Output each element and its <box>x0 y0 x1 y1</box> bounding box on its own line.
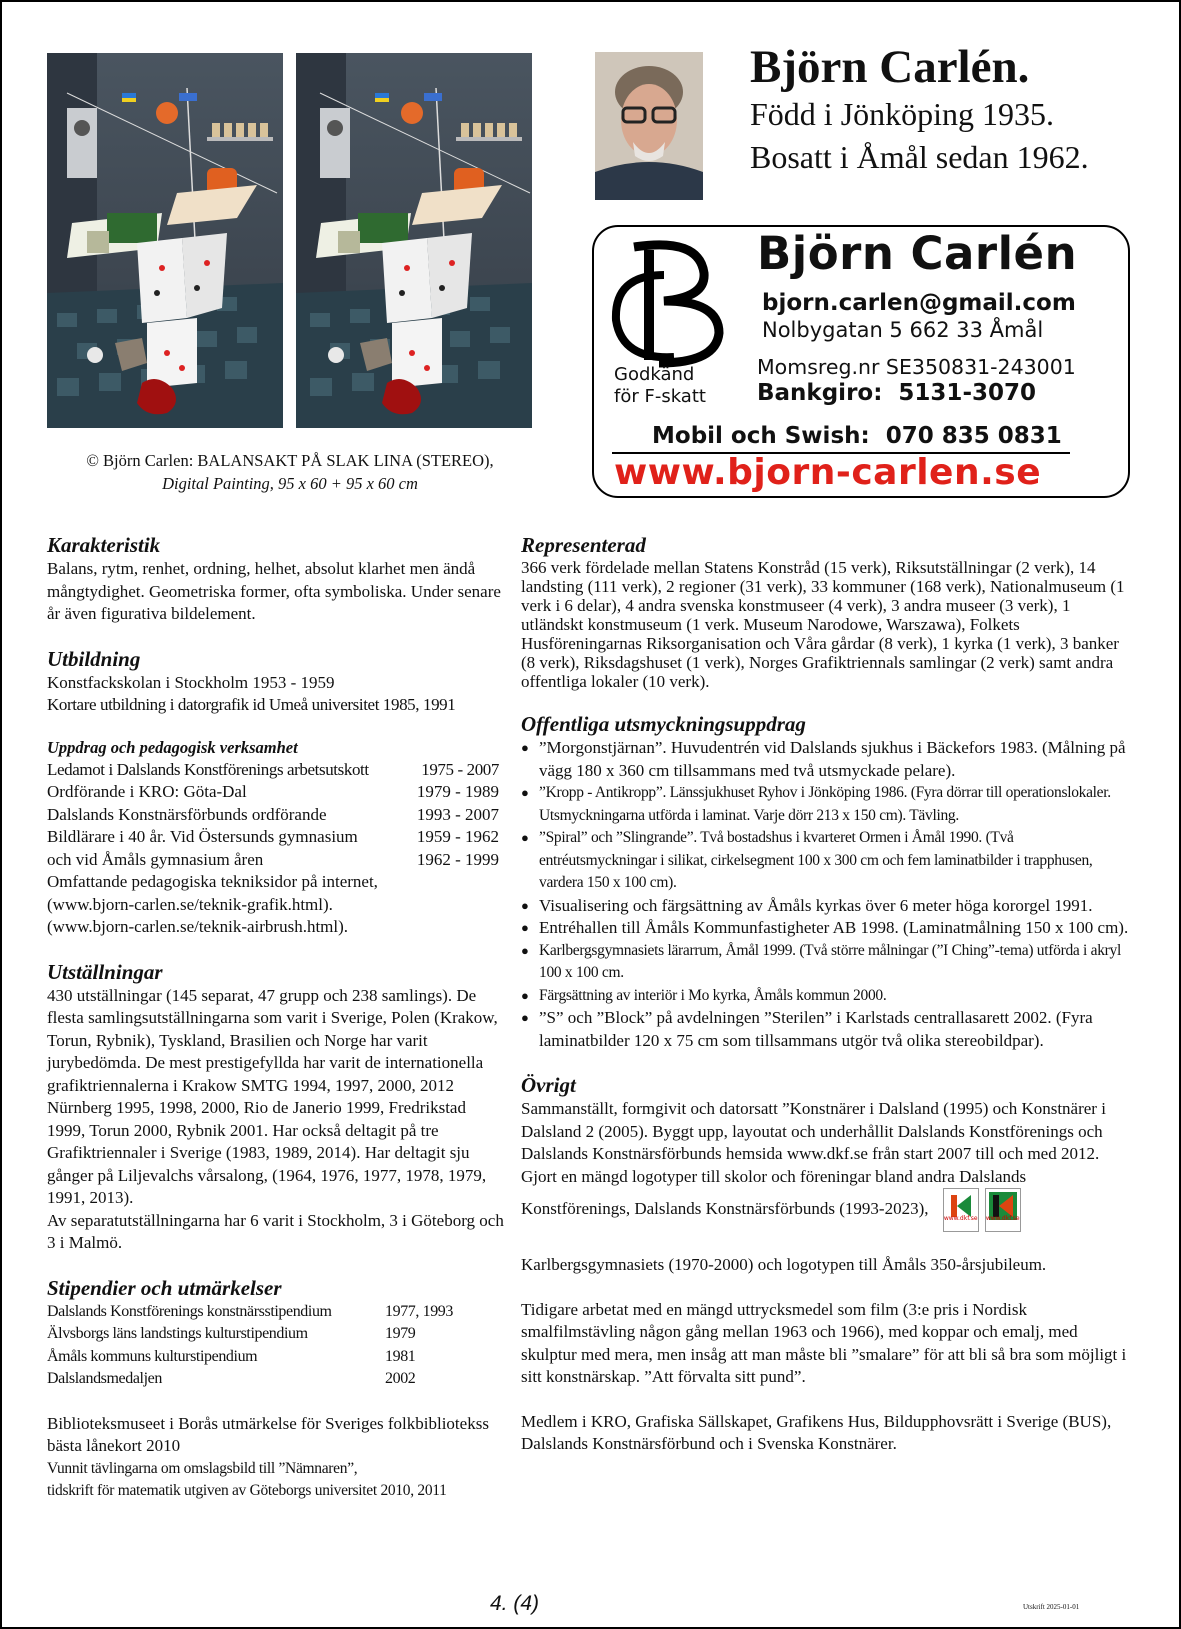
offentliga-item: ● Entréhallen till Åmåls Kommunfastigheter AB 1998. (Laminatmålning 150 x 100 cm). <box>521 917 1131 940</box>
portrait-photo <box>595 52 703 200</box>
approved-line-2: för F-skatt <box>614 386 706 407</box>
offentliga-item: ● Färgsättning av interiör i Mo kyrka, Åmåls kommun 2000. <box>521 985 1131 1008</box>
heading-representerad: Representerad <box>521 533 646 557</box>
offentliga-item: ● ”Kropp - Antikropp”. Länssjukhuset Ryhov i Jönköping 1986. (Fyra dörrar till operationslokaler. Utsmyckningarna utförda i laminat. Varje dörr 213 x 150 cm). Tävling. <box>521 782 1131 827</box>
heading-offentliga: Offentliga utsmyckningsuppdrag <box>521 712 806 736</box>
utstallningar-text-2: Av separatutställningarna har 6 varit i Stockholm, 3 i Göteborg och 3 i Malmö. <box>47 1210 504 1252</box>
uppdrag-years: 1993 - 2007 <box>416 804 499 824</box>
heading-stipendier: Stipendier och utmärkelser <box>47 1275 282 1300</box>
artwork-caption <box>40 449 540 495</box>
ovrigt-p1: Sammanställt, formgivit och datorsatt ”Konstnärer i Dalsland (1995) och Konstnärer i Dalsland 2 (2005). Byggt upp, layoutat och underhållit Dalslands Konstförenings och Dalslands Konstnärsförbunds hemsida www.dkf.se från start 2007 till och med 2012. <box>521 1099 1106 1163</box>
stipendium-year: 1979 <box>385 1325 416 1342</box>
offentliga-item: ● ”S” och ”Block” på avdelningen ”Sterilen” i Karlstads centrallasarett 2002. (Fyra laminatbilder 120 x 75 cm som tillsammans utgör två olika stereobildpar). <box>521 1007 1131 1052</box>
section-utbildning <box>47 646 507 717</box>
teknik-airbrush-link[interactable]: (www.bjorn-carlen.se/teknik-airbrush.html). <box>47 917 349 936</box>
card-email-link[interactable]: bjorn.carlen@gmail.com <box>762 290 1076 316</box>
caption-title: © Björn Carlen: BALANSAKT PÅ SLAK LINA (STEREO), <box>86 451 494 470</box>
right-column <box>521 532 1131 1476</box>
stipendium-name: Älvsborgs läns landstings kulturstipendium <box>47 1325 308 1342</box>
heading-uppdrag: Uppdrag och pedagogisk verksamhet <box>47 737 298 757</box>
section-offentliga <box>521 711 1131 1052</box>
card-mobile-swish: Mobil och Swish: 070 835 0831 <box>652 423 1062 449</box>
ovrigt-p2-wrap <box>521 1166 1131 1233</box>
bc-monogram-logo <box>604 235 744 375</box>
section-stipendier <box>47 1275 507 1502</box>
card-name: Björn Carlén <box>757 227 1078 280</box>
section-utstallningar <box>47 959 507 1255</box>
representerad-text: 366 verk fördelade mellan Statens Konstråd (15 verk), Riksutställningar (2 verk), 14 landsting (111 verk), 2 regioner (31 verk), 33 kommuner (168 verk), Nationalmuseum (1 verk i 6 delar), 4 andra svenska konstmuseer (4 verk), 3 andra museer (3 verk), 1 utländskt konstmuseum (1 verk. Museum Narodowe, Warszawa), Folkets Husföreningarnas Riksorganisation och Våra gårdar (8 verk), 1 kyrka (1 verk), 3 banker (8 verk), Riksdagshuset (1 verk), Norges Grafiktriennals samlingar (2 verk) samt andra offentliga lokaler (10 verk). <box>521 558 1125 691</box>
uppdrag-years: 1975 - 2007 <box>421 759 499 779</box>
section-ovrigt <box>521 1072 1131 1456</box>
uppdrag-row <box>47 781 507 804</box>
utstallningar-text: 430 utställningar (145 separat, 47 grupp och 238 samlings). De flesta samlingsutställningarna som varit i Sverige, Polen (Krakow, Torun, Rybnik), Tyskland, Brasilien och Norge har varit jurybedömda. De mest prestigefyllda har varit de internationella grafiktriennalerna i Krakow SMTG 1994, 1997, 2000, 2012 Nürnberg 1995, 1998, 2000, Rio de Janerio 1999, Fredrikstad 1999, Torun 2000, Rybnik 2001. Har också deltagit på tre Grafiktriennaler i Sverige (1983, 1989, 2014). Har deltagit sju gånger på Liljevalchs vårsalong, (1964, 1976, 1977, 1978, 1979, 1991, 2013). <box>47 985 498 1207</box>
offentliga-item: ● Karlbergsgymnasiets lärarrum, Åmål 1999. (Två större målningar (”I Ching”-tema) utförda i akryl 100 x 100 cm. <box>521 940 1131 985</box>
section-representerad <box>521 532 1131 691</box>
artwork-left-image <box>47 53 283 428</box>
offentliga-list <box>521 737 1131 1052</box>
ovrigt-p3: Karlbergsgymnasiets (1970-2000) och logotypen till Åmåls 350-årsjubileum. <box>521 1255 1047 1274</box>
heading-utstallningar: Utställningar <box>47 959 163 984</box>
uppdrag-years: 1959 - 1962 <box>416 827 499 846</box>
stipendium-row <box>47 1301 507 1324</box>
uppdrag-row <box>47 804 507 827</box>
uppdrag-years: 1979 - 1989 <box>416 782 499 801</box>
heading-karakteristik: Karakteristik <box>47 533 161 557</box>
offentliga-item: ● ”Morgonstjärnan”. Huvudentrén vid Dalslands sjukhus i Bäckefors 1983. (Målning på vägg 180 x 360 cm tillsammans med två utsmyckade pelare). <box>521 737 1131 782</box>
stipendium-year: 1977, 1993 <box>385 1302 454 1320</box>
stipendium-name: Åmåls kommuns kulturstipendium <box>47 1347 258 1365</box>
heading-utbildning: Utbildning <box>47 646 141 671</box>
uppdrag-row <box>47 826 507 849</box>
print-date: Utskrift 2025-01-01 <box>1023 1603 1080 1611</box>
card-address: Nolbygatan 5 662 33 Åmål <box>762 318 1044 342</box>
residence-line: Bosatt i Åmål sedan 1962. <box>750 139 1089 175</box>
birth-line: Född i Jönköping 1935. <box>750 96 1055 132</box>
caption-medium: Digital Painting, 95 x 60 + 95 x 60 cm <box>162 474 418 493</box>
uppdrag-role: och vid Åmåls gymnasium åren <box>47 849 264 869</box>
stipendium-year: 2002 <box>385 1370 416 1387</box>
stipendium-name: Dalslands Konstförenings konstnärsstipendium <box>47 1302 332 1320</box>
card-vat-number: Momsreg.nr SE350831-243001 <box>757 355 1076 379</box>
ovrigt-p4: Tidigare arbetat med en mängd uttrycksmedel som film (3:e pris i Nordisk smalfilmstävling någon gång mellan 1963 och 1966), med koppar och emalj, med skulptur med mera, men insåg att man måste bli ”smalare” för att bli så bra som möjligt i sitt konstnärskap. ”Att förvalta sitt pund”. <box>521 1299 1127 1386</box>
uppdrag-role: Ledamot i Dalslands Konstförenings arbetsutskott <box>47 759 369 779</box>
stipendier-text-3: tidskrift för matematik utgiven av Göteborgs universitet 2010, 2011 <box>47 1481 447 1499</box>
dkf-logo-2 <box>985 1188 1021 1232</box>
dkf-logo-2-url: www.dkf.se <box>985 1214 1020 1222</box>
dkf-logo-1-url: www.dkf.se <box>943 1214 978 1222</box>
uppdrag-extra-1: Omfattande pedagogiska tekniksidor på internet, <box>47 872 378 891</box>
utbildning-line-2: Kortare utbildning i datorgrafik id Umeå universitet 1985, 1991 <box>47 695 456 714</box>
stipendium-row <box>47 1346 507 1369</box>
offentliga-item: ● Visualisering och färgsättning av Åmåls kyrkas över 6 meter höga kororgel 1991. <box>521 895 1131 918</box>
stipendium-row <box>47 1368 507 1391</box>
stipendium-year: 1981 <box>385 1347 416 1365</box>
artist-name-heading: Björn Carlén. <box>750 41 1030 93</box>
stipendium-row <box>47 1323 507 1346</box>
uppdrag-row <box>47 759 507 782</box>
section-karakteristik <box>47 532 507 626</box>
f-skatt-approval <box>614 364 706 408</box>
karakteristik-text: Balans, rytm, renhet, ordning, helhet, absolut klarhet men ändå mångtydighet. Geometriska former, ofta symboliska. Under senare år även figurativa bildelement. <box>47 559 501 623</box>
uppdrag-row <box>47 849 507 872</box>
teknik-grafik-link[interactable]: (www.bjorn-carlen.se/teknik-grafik.html). <box>47 894 333 914</box>
approved-line-1: Godkänd <box>614 364 695 385</box>
uppdrag-role: Ordförande i KRO: Göta-Dal <box>47 782 247 801</box>
uppdrag-role: Dalslands Konstnärsförbunds ordförande <box>47 804 327 824</box>
offentliga-item: ● ”Spiral” och ”Slingrande”. Två bostadshus i kvarteret Ormen i Åmål 1990. (Två entréutsmyckningar i silikat, cirkelsegment 100 x 300 cm och fem laminatbilder i trapphusen, vardera 150 x 100 cm). <box>521 827 1131 895</box>
section-uppdrag <box>47 737 507 939</box>
uppdrag-role: Bildlärare i 40 år. Vid Östersunds gymnasium <box>47 827 358 846</box>
stipendier-text-2: Vunnit tävlingarna om omslagsbild till ”Nämnaren”, <box>47 1459 358 1477</box>
dkf-logos <box>943 1188 1021 1232</box>
stipendium-name: Dalslandsmedaljen <box>47 1370 162 1387</box>
ovrigt-p2: Gjort en mängd logotyper till skolor och föreningar bland andra Dalslands Konstförenings, Dalslands Konstnärsförbunds (1993-2023), <box>521 1166 1027 1218</box>
card-website-link[interactable]: www.bjorn-carlen.se <box>614 452 1042 493</box>
uppdrag-years: 1962 - 1999 <box>416 849 499 869</box>
stipendier-text-1: Biblioteksmuseet i Borås utmärkelse för Sveriges folkbibliotekss bästa lånekort 2010 <box>47 1413 489 1455</box>
card-bankgiro: Bankgiro: 5131-3070 <box>757 380 1036 406</box>
artwork-right-image <box>296 53 532 428</box>
utbildning-line-1: Konstfackskolan i Stockholm 1953 - 1959 <box>47 672 335 692</box>
left-column <box>47 532 507 1522</box>
business-card <box>592 225 1130 498</box>
ovrigt-p5: Medlem i KRO, Grafiska Sällskapet, Grafikens Hus, Bildupphovsrätt i Sverige (BUS), Dalslands Konstnärsförbund och i Svenska Konstnärer. <box>521 1411 1112 1453</box>
page-number: 4. (4) <box>490 1592 540 1615</box>
dkf-logo-1 <box>943 1188 979 1232</box>
heading-ovrigt: Övrigt <box>521 1073 576 1097</box>
